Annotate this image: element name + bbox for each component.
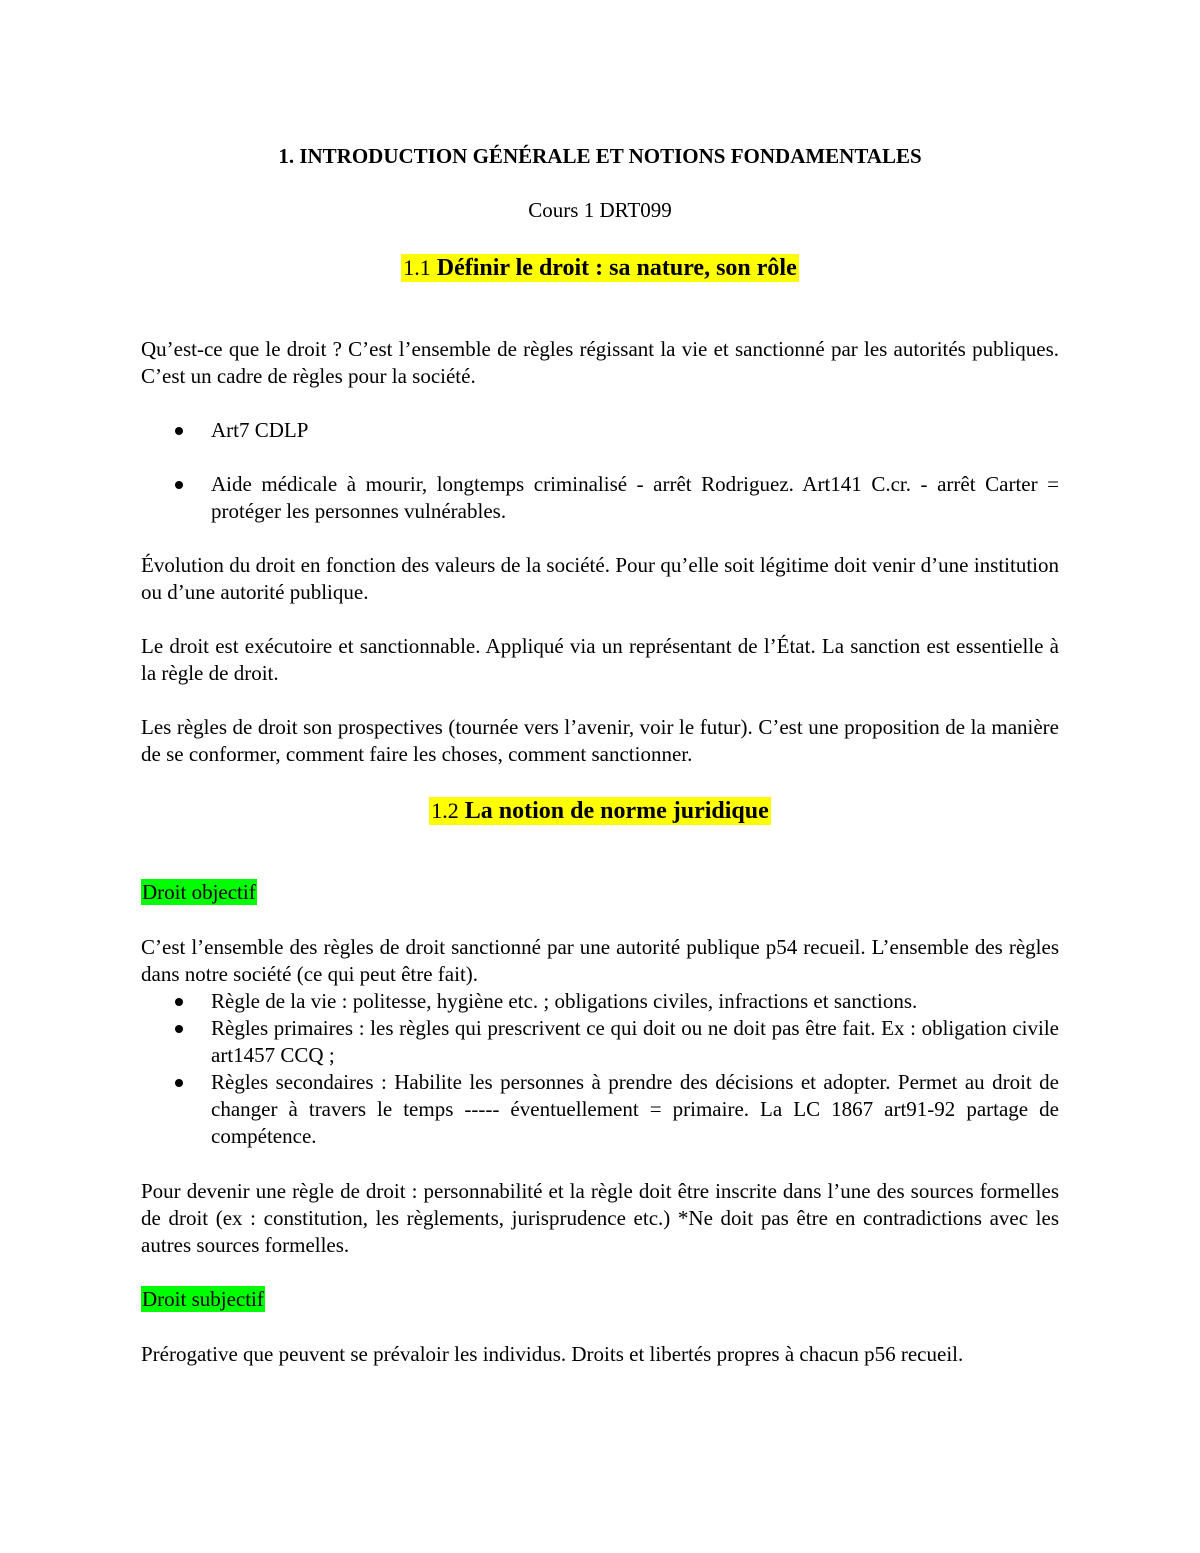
- list-item-text: Règles secondaires : Habilite les personnes à prendre des décisions et adopter. Permet au droit de changer à travers le temps ----- éventuellement = primaire. La LC 1867 art91-92 partage de compétence.: [211, 1070, 1059, 1148]
- paragraph-droit-objectif: C’est l’ensemble des règles de droit sanctionné par une autorité publique p54 recueil. L’ensemble des règles dans notre société (ce qui peut être fait).: [141, 935, 1059, 986]
- paragraph-evolution: Évolution du droit en fonction des valeurs de la société. Pour qu’elle soit légitime doit venir d’une institution ou d’une autorité publique.: [141, 553, 1059, 604]
- list-item-text: Art7 CDLP: [211, 418, 309, 442]
- section-title: Définir le droit : sa nature, son rôle: [436, 255, 797, 281]
- paragraph-droit-subjectif: Prérogative que peuvent se prévaloir les individus. Droits et libertés propres à chacun p56 recueil.: [141, 1342, 964, 1366]
- bullet-icon: [175, 427, 183, 435]
- list-item-text: Règle de la vie : politesse, hygiène etc. ; obligations civiles, infractions et sanctions.: [211, 989, 918, 1013]
- paragraph-definition: Qu’est-ce que le droit ? C’est l’ensemble de règles régissant la vie et sanctionné par les autorités publiques. C’est un cadre de règles pour la société.: [141, 337, 1059, 388]
- section-heading-1-2: [141, 796, 1059, 826]
- section-number: 1.1: [403, 255, 431, 280]
- section-number: 1.2: [431, 798, 459, 823]
- document-title: 1. INTRODUCTION GÉNÉRALE ET NOTIONS FONDAMENTALES: [278, 144, 922, 168]
- heading-highlight: [429, 797, 771, 825]
- subheading-label: Droit subjectif: [142, 1287, 264, 1311]
- paragraph-regle-de-droit: Pour devenir une règle de droit : personnabilité et la règle doit être inscrite dans l’une des sources formelles de droit (ex : constitution, les règlements, jurisprudence etc.) *Ne doit pas être en contradictions avec les autres sources formelles.: [141, 1179, 1059, 1257]
- bullet-icon: [175, 998, 183, 1006]
- section-heading-1-1: [141, 253, 1059, 283]
- section-title: La notion de norme juridique: [464, 798, 769, 824]
- paragraph-prospectives: Les règles de droit son prospectives (tournée vers l’avenir, voir le futur). C’est une proposition de la manière de se conformer, comment faire les choses, comment sanctionner.: [141, 715, 1059, 766]
- bullet-icon: [175, 1025, 183, 1033]
- subheading-label: Droit objectif: [142, 880, 256, 904]
- course-code: Cours 1 DRT099: [528, 198, 672, 222]
- list-item: [141, 471, 1059, 525]
- list-item: [141, 1069, 1059, 1150]
- bullet-icon: [175, 1079, 183, 1087]
- list-item: [141, 1015, 1059, 1069]
- bullet-list-regles: [141, 988, 1059, 1150]
- list-item-text: Aide médicale à mourir, longtemps criminalisé - arrêt Rodriguez. Art141 C.cr. - arrêt Carter = protéger les personnes vulnérables.: [211, 472, 1059, 523]
- list-item: [141, 417, 1059, 444]
- subheading-droit-objectif: [141, 879, 257, 906]
- list-item-text: Règles primaires : les règles qui prescrivent ce qui doit ou ne doit pas être fait. Ex : obligation civile art1457 CCQ ;: [211, 1016, 1059, 1067]
- bullet-icon: [175, 481, 183, 489]
- heading-highlight: [401, 254, 798, 282]
- paragraph-executoire: Le droit est exécutoire et sanctionnable. Appliqué via un représentant de l’État. La sanction est essentielle à la règle de droit.: [141, 634, 1059, 685]
- list-item: [141, 988, 1059, 1015]
- bullet-list-examples: [141, 417, 1059, 525]
- subheading-droit-subjectif: [141, 1286, 265, 1313]
